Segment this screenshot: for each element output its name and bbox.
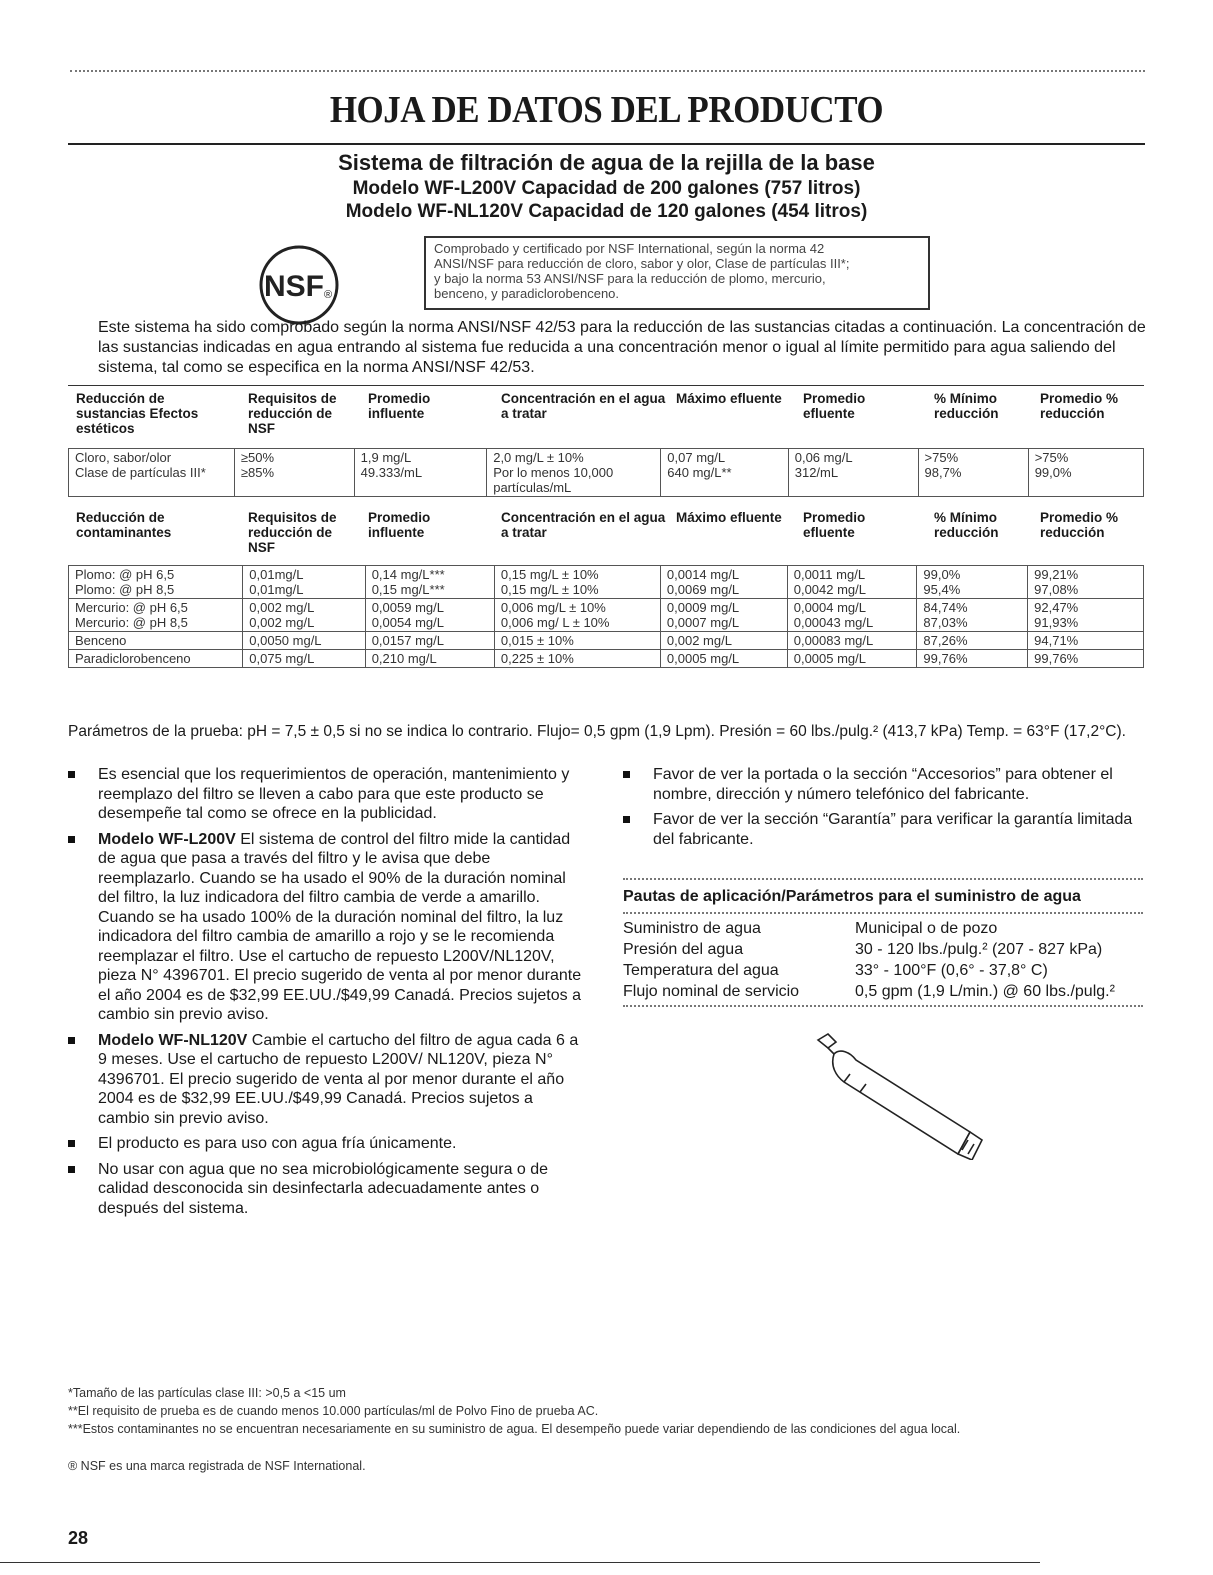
table-cell: 0,0005 mg/L [787,650,917,668]
bullet-item: Favor de ver la portada o la sección “Accesorios” para obtener el nombre, dirección y número telefónico del fabricante. [623,765,1143,804]
table-cell: 0,210 mg/L [365,650,494,668]
table-cell: 0,002 mg/L 0,002 mg/L [243,599,365,632]
table-row [69,599,1144,632]
table2-col-header: % Mínimo reducción [934,510,999,540]
table-cell: >75% 98,7% [918,449,1028,497]
table1-col-header: Promedio efluente [803,391,866,421]
pautas-bottom-rule [623,1005,1143,1007]
table-cell: Mercurio: @ pH 6,5 Mercurio: @ pH 8,5 [69,599,243,632]
footnote: **El requisito de prueba es de cuando menos 10.000 partículas/ml de Polvo Fino de prueba AC. [68,1404,599,1418]
title-rule [68,143,1145,145]
table1-col-header: Máximo efluente [676,391,782,406]
bullet-square-icon [623,816,630,823]
pautas-mid-rule [623,912,1143,914]
table-cell: ≥50% ≥85% [234,449,354,497]
table2-col-header: Máximo efluente [676,510,782,525]
pautas-row: Flujo nominal de servicio 0,5 gpm (1,9 L/min.) @ 60 lbs./pulg.² [623,983,1115,1000]
table-cell: 0,006 mg/L ± 10% 0,006 mg/ L ± 10% [494,599,660,632]
table-cell: 0,0005 mg/L [660,650,787,668]
table2-col-header: Concentración en el agua a tratar [501,510,666,540]
table-cell: Paradiclorobenceno [69,650,243,668]
pautas-row: Suministro de agua Municipal o de pozo [623,920,998,937]
pautas-table [623,918,1143,1002]
table2-col-header: Promedio influente [368,510,431,540]
table-cell: 0,075 mg/L [243,650,365,668]
table-row [69,650,1144,668]
table-cell: 99,76% [917,650,1028,668]
model-line-1: Modelo WF-L200V Capacidad de 200 galones (757 litros) [352,178,861,199]
cert-line: benceno, y paradiclorobenceno. [434,286,620,301]
bullet-square-icon [68,1166,75,1173]
test-parameters: Parámetros de la prueba: pH = 7,5 ± 0,5 si no se indica lo contrario. Flujo= 0,5 gpm (1,9 Lpm). Presión = 60 lbs./pulg.² (413,7 kPa) Temp. = 63°F (17,2°C). [68,723,1126,740]
bullet-square-icon [623,771,630,778]
page-number: 28 [68,1528,89,1548]
bullet-square-icon [68,836,75,843]
bullet-item: El producto es para uso con agua fría únicamente. [68,1134,588,1154]
footnote: *Tamaño de las partículas clase III: >0,5 a <15 um [68,1386,346,1400]
subtitle: Sistema de filtración de agua de la rejilla de la base [338,150,875,175]
table-cell: 0,14 mg/L*** 0,15 mg/L*** [365,566,494,599]
table-row [69,632,1144,650]
certification-box [424,236,930,310]
table-cell: 84,74% 87,03% [917,599,1028,632]
table-cell: 0,0157 mg/L [365,632,494,650]
table-cell: 0,0004 mg/L 0,00043 mg/L [787,599,917,632]
table1-col-header: Requisitos de reducción de NSF [248,391,337,436]
table1-col-header: Promedio influente [368,391,431,421]
nsf-logo-icon [258,244,340,326]
table-cell: Benceno [69,632,243,650]
table-cell: 99,0% 95,4% [917,566,1028,599]
bullet-square-icon [68,1140,75,1147]
table-cell: 94,71% [1028,632,1144,650]
table-cell: 0,0014 mg/L 0,0069 mg/L [660,566,787,599]
bullet-item: Modelo WF-NL120V Cambie el cartucho del filtro de agua cada 6 a 9 meses. Use el cartucho de repuesto L200V/ NL120V, pieza N° 4396701. El precio sugerido de venta al por menor durante el año 2004 es de $32,99 EE.UU./$49,99 Canadá. Precios sujetos a cambio sin previo aviso. [68,1031,588,1129]
table-cell: 0,015 ± 10% [494,632,660,650]
table-cell: Cloro, sabor/olor Clase de partículas III* [69,449,235,497]
cert-line: y bajo la norma 53 ANSI/NSF para la reducción de plomo, mercurio, [434,271,826,286]
nsf-logo-text: NSF [264,270,324,303]
table-cell: 0,225 ± 10% [494,650,660,668]
filter-cartridge-icon [800,1030,1000,1160]
table-row [69,566,1144,599]
table-cell: 0,002 mg/L [660,632,787,650]
table-cell: 2,0 mg/L ± 10% Por lo menos 10,000 partículas/mL [487,449,661,497]
footnote: ® NSF es una marca registrada de NSF International. [68,1459,366,1473]
table-row [69,449,1144,497]
pautas-top-rule [623,878,1143,880]
table1-col-header: Promedio % reducción [1040,391,1119,421]
model-line-2: Modelo WF-NL120V Capacidad de 120 galones (454 litros) [345,201,868,222]
bullet-item: Modelo WF-L200V El sistema de control del filtro mide la cantidad de agua que pasa a través del filtro y le avisa que debe reemplazarlo. Cuando se ha usado el 90% de la duración nominal del filtro, la luz indicadora del filtro cambia de verde a amarillo. Cuando se ha usado 100% de la duración nominal del filtro, la luz indicadora del filtro cambia de amarillo a rojo y se le recomienda reemplazar el filtro. Use el cartucho de repuesto L200V/NL120V, pieza N° 4396701. El precio sugerido de venta al por menor durante el año 2004 es de $32,99 EE.UU./$49,99 Canadá. Precios sujetos a cambio sin previo aviso. [68,830,588,1025]
right-bullet-list [623,765,1143,855]
table1-header-rule [68,385,1144,386]
table-cell: 87,26% [917,632,1028,650]
pautas-row: Presión del agua 30 - 120 lbs./pulg.² (207 - 827 kPa) [623,941,1103,958]
table2-col-header: Promedio efluente [803,510,866,540]
bottom-rule [0,1562,1040,1563]
table-cell: 99,76% [1028,650,1144,668]
table2-col-header: Requisitos de reducción de NSF [248,510,337,555]
table-cell: 0,0050 mg/L [243,632,365,650]
table-cell: 0,07 mg/L 640 mg/L** [661,449,788,497]
bullet-square-icon [68,1037,75,1044]
table-cell: 0,15 mg/L ± 10% 0,15 mg/L ± 10% [494,566,660,599]
left-bullet-list [68,765,588,1224]
table-cell: 0,00083 mg/L [787,632,917,650]
pautas-title: Pautas de aplicación/Parámetros para el suministro de agua [623,888,1081,905]
table1-col-header: Reducción de sustancias Efectos estéticos [76,391,199,436]
bullet-square-icon [68,771,75,778]
contaminants-table [68,565,1144,668]
table-cell: Plomo: @ pH 6,5 Plomo: @ pH 8,5 [69,566,243,599]
bullet-item: Es esencial que los requerimientos de operación, mantenimiento y reemplazo del filtro se lleven a cabo para que este producto se desempeñe tal como se ofrece en la publicidad. [68,765,588,824]
intro-paragraph: Este sistema ha sido comprobado según la norma ANSI/NSF 42/53 para la reducción de las sustancias citadas a continuación. La concentración de las sustancias indicadas en agua entrando al sistema fue reducida a una concentración menor o igual al límite permitido para agua saliendo del sistema, tal como se especifica en la norma ANSI/NSF 42/53. [98,319,1146,376]
aesthetic-effects-table [68,448,1144,497]
table1-col-header: % Mínimo reducción [934,391,999,421]
table-cell: 0,01mg/L 0,01mg/L [243,566,365,599]
cert-line: ANSI/NSF para reducción de cloro, sabor y olor, Clase de partículas III*; [434,256,850,271]
table-cell: 92,47% 91,93% [1028,599,1144,632]
bullet-item: Favor de ver la sección “Garantía” para verificar la garantía limitada del fabricante. [623,810,1143,849]
nsf-registered-mark: ® [324,289,333,301]
table2-col-header: Promedio % reducción [1040,510,1119,540]
table1-col-header: Concentración en el agua a tratar [501,391,666,421]
table-cell: 0,0011 mg/L 0,0042 mg/L [787,566,917,599]
footnote: ***Estos contaminantes no se encuentran necesariamente en su suministro de agua. El desempeño puede variar dependiendo de las condiciones del agua local. [68,1422,961,1436]
table-cell: 0,0059 mg/L 0,0054 mg/L [365,599,494,632]
cert-line: Comprobado y certificado por NSF International, según la norma 42 [434,241,825,256]
table2-col-header: Reducción de contaminantes [76,510,172,540]
page-title: HOJA DE DATOS DEL PRODUCTO [329,89,884,131]
table-cell: >75% 99,0% [1028,449,1143,497]
bullet-item: No usar con agua que no sea microbiológicamente segura o de calidad desconocida sin desinfectarla adecuadamente antes o después del sistema. [68,1160,588,1219]
table-cell: 99,21% 97,08% [1028,566,1144,599]
pautas-row: Temperatura del agua 33° - 100°F (0,6° - 37,8° C) [623,962,1048,979]
table-cell: 1,9 mg/L 49.333/mL [354,449,487,497]
table-cell: 0,0009 mg/L 0,0007 mg/L [660,599,787,632]
table-cell: 0,06 mg/L 312/mL [788,449,918,497]
top-dotted-rule [70,70,1145,72]
